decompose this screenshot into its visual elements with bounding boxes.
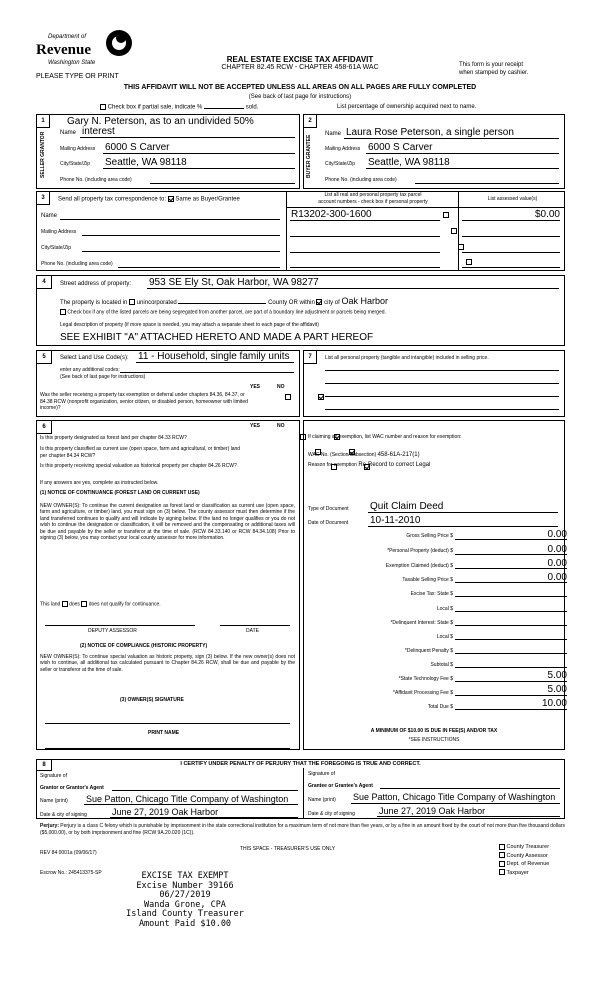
name-print-left-label: Name (print)	[40, 798, 68, 804]
delinquent-penalty-label: *Delinquent Penalty $	[404, 648, 453, 654]
personal-value[interactable]: 0.00	[547, 544, 567, 555]
stamp-line-6: Amount Paid $10.00	[138, 918, 232, 929]
wac-row	[308, 452, 420, 458]
street-address[interactable]: 953 SE Ely St, Oak Harbor, WA 98277	[149, 277, 319, 288]
seller-phone-label: Phone No. (including area code)	[60, 177, 132, 183]
doc-type-label: Type of Document	[308, 506, 349, 512]
sig-label-right: Signature of	[308, 771, 335, 777]
legal-label: Legal description of property (if more space is needed, you may attach a separate sheet to each page of the affidavit)	[60, 322, 319, 328]
land-qualify-row	[40, 601, 161, 607]
please-type: PLEASE TYPE OR PRINT	[36, 73, 119, 80]
taxable-value[interactable]: 0.00	[547, 572, 567, 583]
copy-taxpayer-checkbox[interactable]	[499, 869, 505, 875]
stamp-line-1: EXCISE TAX EXEMPT	[141, 871, 229, 881]
s3-mail-label: Mailing Address	[41, 229, 77, 235]
parcel-head-2: account numbers - check box if personal property	[318, 199, 428, 205]
rev-number: REV 84 0001a (09/06/17)	[40, 850, 97, 856]
segregated-row	[60, 309, 386, 315]
located-label: The property is located in	[60, 300, 128, 306]
deputy-date: DATE	[246, 628, 259, 634]
excise-local-label: Local $	[436, 606, 453, 612]
copy-dept-revenue-checkbox[interactable]	[499, 861, 505, 867]
seller-name-label: Name	[60, 130, 77, 136]
delinquent-local-label: Local $	[436, 634, 453, 640]
revenue-text: Revenue	[36, 42, 91, 58]
date-city-left-label: Date & city of signing	[40, 812, 87, 818]
s6-ifany: If any answers are yes, complete as instructed below.	[40, 480, 159, 486]
buyer-name-value[interactable]: Laura Rose Peterson, a single person	[346, 127, 514, 138]
section-3-number: 3	[36, 191, 50, 205]
does-not-label: does not qualify for continuance.	[88, 601, 161, 608]
unincorporated-checkbox[interactable]	[129, 299, 135, 305]
s5-yes-head: YES	[250, 384, 261, 390]
seller-city-label: City/State/Zip	[60, 161, 91, 167]
receipt-note-1: This form is your receipt	[459, 62, 524, 68]
city-value[interactable]: Oak Harbor	[341, 296, 388, 306]
s3-city-label: City/State/Zip	[41, 245, 72, 251]
copy-dept-revenue	[499, 860, 549, 869]
copy-county-assessor-checkbox[interactable]	[499, 852, 505, 858]
exemption-value[interactable]: 0.00	[547, 558, 567, 569]
s3-phone-label: Phone No. (including area code)	[41, 261, 113, 267]
partial-sale-row	[100, 104, 258, 111]
sold-label: sold.	[245, 104, 259, 111]
logo-swoosh-icon	[106, 30, 132, 56]
s6-yes-head: YES	[250, 423, 261, 429]
section-4-number: 4	[36, 275, 52, 289]
s5-yes-checkbox[interactable]	[285, 394, 291, 400]
gross-value[interactable]: 0.00	[547, 529, 567, 540]
subtotal-label: Subtotal $	[430, 662, 453, 668]
seller-city-value[interactable]: Seattle, WA 98118	[105, 157, 187, 168]
unincorporated-label: unincorporated	[136, 300, 177, 306]
date-city-right-label: Date & city of signing	[308, 811, 355, 817]
grantee-agent-label: Grantee or Grantee's Agent	[308, 783, 373, 789]
section-7-number: 7	[303, 350, 317, 364]
copy-county-treasurer	[499, 843, 549, 852]
sig-label-left: Signature of	[40, 773, 67, 779]
copy-dept-revenue-label: Dept. of Revenue	[506, 861, 550, 867]
notice-compliance: (2) NOTICE OF COMPLIANCE (HISTORIC PROPERTY)	[80, 643, 208, 649]
reason-value[interactable]: Re-Record to correct Legal	[358, 462, 431, 468]
reason-label: Reason for exemption	[308, 462, 357, 468]
dept-text: Department of	[48, 34, 87, 40]
print-name-label: PRINT NAME	[148, 730, 180, 736]
notice-continuance-text: NEW OWNER(S): To continue the current designation as forest land or classification as current use (open space, farm and agriculture, or timber) land, you must sign on (3) below. The county assessor must then determine if the land transferred continues to qualify and will indicate by signing below. If the land no longer qualifies or you do not wish to continue the designation or classification, it will be removed and the compensating or additional taxes will be due and payable by the seller or transferor at the time of sale. (RCW 84.33.140 or RCW 84.34.108) Prior to signing (3) below, you may contact your local county assessor for more information.	[40, 503, 295, 542]
enter-codes: enter any additional codes:	[60, 367, 120, 373]
escrow-number: Escrow No.: 245413375-SP	[40, 870, 102, 876]
excise-state-label: Excise Tax: State $	[410, 591, 453, 597]
form-title: REAL ESTATE EXCISE TAX AFFIDAVIT	[226, 55, 374, 64]
buyer-city-label: City/State/Zip	[325, 161, 356, 167]
partial-sale-checkbox[interactable]	[100, 104, 106, 110]
does-not-checkbox[interactable]	[81, 601, 87, 607]
reason-row	[308, 462, 430, 468]
treasurer-space: THIS SPACE - TREASURER'S USE ONLY	[240, 846, 336, 852]
personal-label: *Personal Property (deduct) $	[387, 548, 453, 554]
perjury-bold: Perjury:	[40, 823, 59, 829]
does-label: does	[69, 601, 80, 608]
county-or-label: County OR within	[268, 300, 315, 306]
exemption-label: Exemption Claimed (deduct) $	[385, 563, 453, 569]
wac-label: WAC No. (Section/Subsection)	[308, 452, 377, 458]
date-city-right[interactable]: June 27, 2019 Oak Harbor	[379, 806, 486, 816]
does-checkbox[interactable]	[62, 601, 68, 607]
buyer-name-label: Name	[325, 131, 342, 137]
section-5-number: 5	[36, 350, 52, 364]
city-checkbox[interactable]	[316, 299, 322, 305]
copy-taxpayer	[499, 869, 549, 878]
state-text: Washington State	[48, 60, 96, 66]
parcel-2-checkbox[interactable]	[451, 228, 457, 234]
name-print-left[interactable]: Sue Patton, Chicago Title Company of Washington	[86, 794, 289, 804]
perjury-text: Perjury is a class C felony which is punishable by imprisonment in the state correctional institution for a maximum term of not more than five years, or by a fine in an amount fixed by the court of not more than five thousand dollars ($5,000.00), or by both imprisonment and fine (RCW 9A.20.020 (1C)).	[40, 823, 565, 836]
personal-property-label: List all personal property (tangible and intangible) included in selling price.	[325, 355, 489, 361]
s6-q2: Is this property classified as current use (open space, farm and agricultural, or timber) land per chapter 84.34 RCW?	[40, 446, 241, 459]
assessed-value[interactable]: $0.00	[534, 209, 560, 220]
affidavit-fee-value[interactable]: 5.00	[547, 684, 567, 695]
buyer-city-value[interactable]: Seattle, WA 98118	[368, 157, 450, 168]
land-use-label: Select Land Use Code(s):	[60, 355, 129, 361]
seller-side-label: SELLER GRANTOR	[40, 131, 46, 178]
see-instructions: *SEE INSTRUCTIONS	[408, 737, 460, 743]
parcel-1-checkbox[interactable]	[443, 212, 449, 218]
doc-type-value[interactable]: Quit Claim Deed	[370, 501, 444, 512]
affidavit-fee-label: *Affidavit Processing Fee $	[393, 690, 453, 696]
parcel-3-checkbox[interactable]	[458, 244, 464, 250]
gross-label: Gross Selling Price $	[406, 533, 453, 539]
segregated-checkbox[interactable]	[60, 309, 66, 315]
section-1-number: 1	[36, 114, 50, 128]
copy-county-treasurer-label: County Treasurer	[506, 844, 550, 850]
s3-name-label: Name	[41, 213, 58, 219]
seller-name-top[interactable]: Gary N. Peterson, as to an undivided 50%	[67, 116, 254, 127]
send-label: Send all property tax correspondence to:	[58, 196, 167, 203]
location-row	[60, 296, 388, 306]
copy-county-assessor	[499, 852, 549, 861]
name-print-right-label: Name (print)	[308, 797, 336, 803]
taxable-label: Taxable Selling Price $	[402, 577, 453, 583]
treasurer-stamp	[120, 872, 250, 930]
doc-date-label: Date of Document	[308, 520, 349, 526]
claim-exemption: If claiming an exemption, list WAC number and reason for exemption:	[308, 434, 462, 440]
see-instr-5: (See back of last page for instructions)	[60, 374, 146, 380]
copy-county-assessor-label: County Assessor	[506, 852, 548, 859]
same-as-buyer-checkbox[interactable]	[168, 196, 174, 202]
s6-q3: Is this property receiving special valuation as historical property per chapter 84.26 RCW?	[40, 463, 237, 469]
buyer-mail-label: Mailing Address	[325, 146, 361, 152]
tech-fee-label: *State Technology Fee $	[398, 676, 453, 682]
city-of-label: city of	[324, 300, 340, 306]
street-label: Street address of property:	[60, 281, 132, 287]
delinquent-interest-label: *Delinquent Interest: State $	[390, 620, 453, 626]
stamp-line-5: Island County Treasurer	[126, 909, 244, 920]
s5-question: Was the seller receiving a property tax exemption or deferral under chapters 84.36, 84.37, or 84.38 RCW (nonprofit organization, senior citizen, or disabled person, homeowner with limited income)?	[40, 392, 248, 411]
see-back: (See back of last page for instructions)	[248, 94, 352, 100]
ownership-note: List percentage of ownership acquired next to name.	[337, 104, 477, 110]
form-chapter: CHAPTER 82.45 RCW - CHAPTER 458-61A WAC	[221, 64, 379, 71]
warning-text: THIS AFFIDAVIT WILL NOT BE ACCEPTED UNLESS ALL AREAS ON ALL PAGES ARE FULLY COMPLETED	[123, 84, 477, 91]
partial-sale-label: Check box if partial sale, indicate %	[107, 104, 203, 111]
s6-no-head: NO	[277, 423, 285, 429]
this-land-label: This land	[40, 601, 61, 608]
parcel-number[interactable]: R13202-300-1600	[291, 209, 372, 220]
s6-q1: Is this property designated as forest land per chapter 84.33 RCW?	[40, 435, 187, 441]
section-6-number: 6	[36, 420, 52, 434]
grantor-agent-label: Grantor or Grantor's Agent	[40, 785, 104, 791]
total-due-value[interactable]: 10.00	[541, 698, 567, 709]
buyer-side-label: BUYER GRANTEE	[306, 134, 312, 178]
certify-text: I CERTIFY UNDER PENALTY OF PERJURY THAT THE FOREGOING IS TRUE AND CORRECT.	[180, 761, 421, 767]
section-8-number: 8	[36, 759, 52, 771]
date-city-left[interactable]: June 27, 2019 Oak Harbor	[112, 807, 219, 817]
copy-taxpayer-label: Taxpayer	[506, 869, 529, 876]
doc-date-value[interactable]: 10-11-2010	[370, 515, 421, 526]
owner-signature-label: (3) OWNER(S) SIGNATURE	[120, 697, 184, 703]
segregated-label: Check box if any of the listed parcels are being segregated from another parcel, are part of a boundary line adjustment or parcels being merged.	[67, 309, 386, 316]
buyer-mail-value[interactable]: 6000 S Carver	[368, 142, 433, 153]
notice-continuance: (1) NOTICE OF CONTINUANCE (FOREST LAND OR CURRENT USE)	[40, 490, 200, 496]
assessed-head: List assessed value(s)	[487, 196, 538, 202]
wac-value[interactable]: 458-61A-217(1)	[377, 452, 420, 458]
minimum-note: A MINIMUM OF $10.00 IS DUE IN FEE(S) AND/OR TAX	[370, 728, 498, 734]
land-use-code[interactable]: 11 - Household, single family units	[138, 351, 290, 362]
copy-distribution	[499, 843, 549, 877]
total-due-label: Total Due $	[427, 704, 453, 710]
parcel-4-checkbox[interactable]	[466, 259, 472, 265]
legal-exhibit[interactable]: SEE EXHIBIT "A" ATTACHED HERETO AND MADE A PART HEREOF	[60, 332, 374, 343]
notice-compliance-text: NEW OWNER(S): To continue special valuation as historic property, sign (3) below. If the new owner(s) does not wish to continue, all additional tax calculated pursuant to Chapter 84.26 RCW, shall be due and payable by the seller or transferor at the time of sale.	[40, 654, 295, 673]
perjury-note	[40, 823, 570, 836]
same-as-buyer-label: Same as Buyer/Grantee	[175, 196, 240, 203]
s5-no-head: NO	[277, 384, 285, 390]
seller-name-value[interactable]: interest	[82, 126, 115, 137]
receipt-note-2: when stamped by cashier.	[459, 70, 529, 76]
send-correspondence-row	[58, 196, 240, 203]
stamp-line-3: 06/27/2019	[159, 890, 211, 901]
stamp-line-4: Wanda Grone, CPA	[144, 899, 226, 910]
name-print-right[interactable]: Sue Patton, Chicago Title Company of Washington	[353, 792, 556, 802]
stamp-line-2: Excise Number 39166	[136, 880, 234, 891]
deputy-assessor: DEPUTY ASSESSOR	[88, 628, 137, 634]
seller-mail-label: Mailing Address	[60, 146, 96, 152]
tech-fee-value[interactable]: 5.00	[547, 670, 567, 681]
buyer-phone-label: Phone No. (including area code)	[325, 177, 397, 183]
seller-mail-value[interactable]: 6000 S Carver	[105, 142, 170, 153]
copy-county-treasurer-checkbox[interactable]	[499, 844, 505, 850]
parcel-head-1: List all real and personal property tax parcel	[324, 192, 422, 198]
section-2-number: 2	[303, 114, 317, 128]
